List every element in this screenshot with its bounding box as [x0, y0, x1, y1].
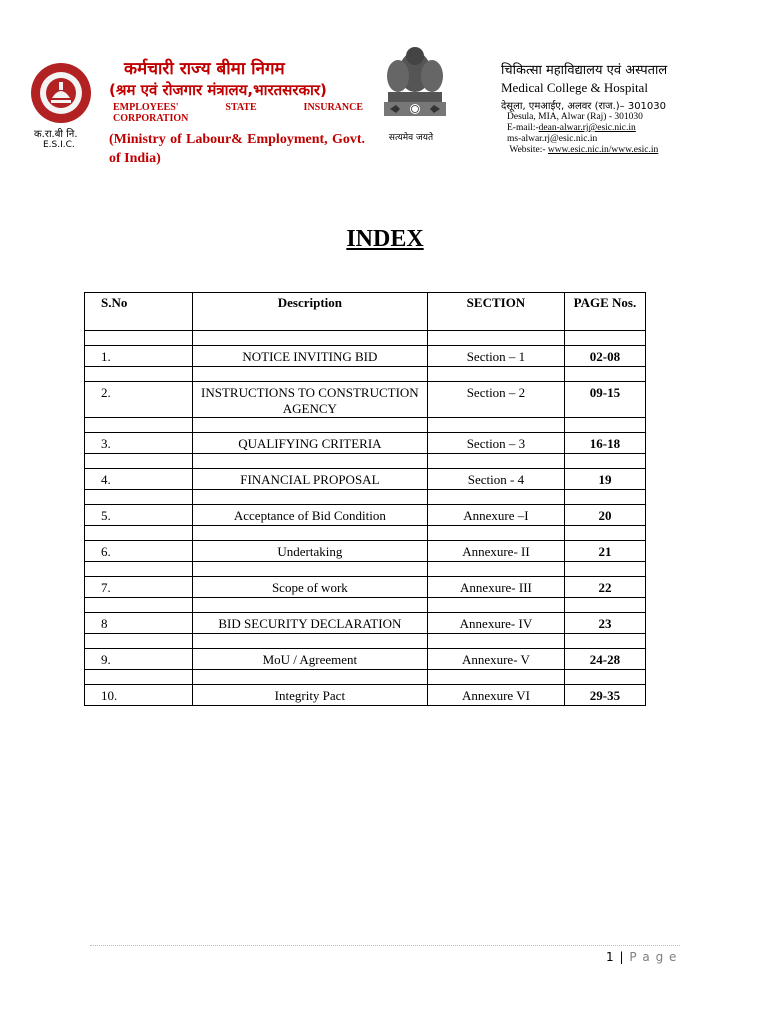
org-name-english: [113, 102, 363, 124]
page-word: P a g e: [629, 950, 678, 964]
spacer-cell: [427, 562, 564, 577]
cell-description: INSTRUCTIONS TO CONSTRUCTION AGENCY: [192, 382, 427, 418]
cell-description: Acceptance of Bid Condition: [192, 505, 427, 526]
org-word: INSURANCE: [303, 102, 363, 113]
table-row: [85, 505, 646, 526]
org-name-hindi: कर्मचारी राज्य बीमा निगम: [124, 59, 285, 79]
cell-page: 16-18: [564, 433, 645, 454]
ministry-hindi: (श्रम एवं रोजगार मंत्रालय,भारतसरकार): [109, 81, 327, 99]
spacer-cell: [192, 418, 427, 433]
spacer-cell: [564, 562, 645, 577]
page-title: INDEX: [346, 226, 424, 252]
cell-sno: 7.: [85, 577, 193, 598]
email-label: E-mail:-: [507, 123, 539, 133]
page-footer: [606, 950, 677, 964]
table-row: [85, 433, 646, 454]
cell-sno: 4.: [85, 469, 193, 490]
spacer-cell: [192, 331, 427, 346]
cell-description: MoU / Agreement: [192, 649, 427, 670]
index-table: [84, 292, 646, 706]
spacer-cell: [85, 598, 193, 613]
table-spacer-row: [85, 526, 646, 541]
spacer-cell: [564, 490, 645, 505]
cell-sno: 1.: [85, 346, 193, 367]
table-row: [85, 346, 646, 367]
spacer-cell: [564, 418, 645, 433]
spacer-cell: [85, 634, 193, 649]
spacer-cell: [192, 367, 427, 382]
spacer-cell: [564, 454, 645, 469]
cell-description: Scope of work: [192, 577, 427, 598]
table-row: [85, 649, 646, 670]
spacer-cell: [427, 367, 564, 382]
hospital-name-english: Medical College & Hospital: [501, 80, 648, 95]
spacer-cell: [564, 331, 645, 346]
spacer-cell: [427, 526, 564, 541]
cell-description: Undertaking: [192, 541, 427, 562]
spacer-cell: [427, 490, 564, 505]
address-hindi: देसूला, एमआईए, अलवर (राज.)– 301030: [501, 101, 667, 112]
org-word: CORPORATION: [113, 113, 189, 124]
table-spacer-row: [85, 490, 646, 505]
cell-section: Annexure –I: [427, 505, 564, 526]
cell-section: Section – 1: [427, 346, 564, 367]
header-description: Description: [192, 293, 427, 331]
cell-section: Annexure- II: [427, 541, 564, 562]
spacer-cell: [427, 331, 564, 346]
cell-sno: 9.: [85, 649, 193, 670]
spacer-cell: [192, 526, 427, 541]
spacer-cell: [192, 670, 427, 685]
website-label: Website:-: [509, 145, 548, 155]
national-emblem-icon: [372, 42, 458, 136]
spacer-cell: [192, 634, 427, 649]
cell-description: FINANCIAL PROPOSAL: [192, 469, 427, 490]
table-spacer-row: [85, 367, 646, 382]
table-spacer-row: [85, 454, 646, 469]
table-spacer-row: [85, 562, 646, 577]
footer-divider: [90, 945, 680, 946]
cell-sno: 2.: [85, 382, 193, 418]
spacer-cell: [85, 490, 193, 505]
cell-page: 09-15: [564, 382, 645, 418]
spacer-cell: [564, 634, 645, 649]
cell-page: 02-08: [564, 346, 645, 367]
ministry-english: (Ministry of Labour& Employment, Govt. of India): [109, 132, 365, 166]
cell-section: Section - 4: [427, 469, 564, 490]
cell-section: Section – 2: [427, 382, 564, 418]
table-header-row: [85, 293, 646, 331]
cell-page: 22: [564, 577, 645, 598]
spacer-cell: [192, 454, 427, 469]
cell-sno: 3.: [85, 433, 193, 454]
spacer-cell: [192, 490, 427, 505]
emblem-motto: सत्यमेव जयते: [388, 133, 434, 143]
spacer-cell: [192, 562, 427, 577]
email-line: [507, 123, 667, 134]
logo-caption-english: E.S.I.C.: [43, 140, 75, 150]
cell-description: NOTICE INVITING BID: [192, 346, 427, 367]
spacer-cell: [427, 634, 564, 649]
hospital-name-hindi: चिकित्सा महाविद्यालय एवं अस्पताल: [501, 63, 668, 78]
spacer-cell: [427, 454, 564, 469]
email-secondary: ms-alwar.rj@esic.nic.in: [507, 134, 598, 144]
spacer-cell: [85, 526, 193, 541]
table-spacer-row: [85, 331, 646, 346]
org-word: STATE: [225, 102, 257, 113]
cell-section: Annexure VI: [427, 685, 564, 706]
esic-logo-icon: [30, 62, 92, 124]
header-page: PAGE Nos.: [564, 293, 645, 331]
header-section: SECTION: [427, 293, 564, 331]
spacer-cell: [564, 526, 645, 541]
cell-page: 23: [564, 613, 645, 634]
table-row: [85, 541, 646, 562]
spacer-cell: [192, 598, 427, 613]
table-spacer-row: [85, 598, 646, 613]
table-spacer-row: [85, 670, 646, 685]
spacer-cell: [564, 670, 645, 685]
table-row: [85, 685, 646, 706]
cell-section: Annexure- III: [427, 577, 564, 598]
table-spacer-row: [85, 418, 646, 433]
cell-section: Annexure- V: [427, 649, 564, 670]
cell-sno: 5.: [85, 505, 193, 526]
cell-sno: 10.: [85, 685, 193, 706]
email-link[interactable]: dean-alwar.rj@esic.nic.in: [538, 123, 636, 133]
cell-page: 29-35: [564, 685, 645, 706]
cell-page: 20: [564, 505, 645, 526]
spacer-cell: [564, 367, 645, 382]
org-word: EMPLOYEES': [113, 102, 179, 113]
cell-page: 19: [564, 469, 645, 490]
spacer-cell: [85, 331, 193, 346]
table-row: [85, 469, 646, 490]
cell-description: BID SECURITY DECLARATION: [192, 613, 427, 634]
cell-sno: 6.: [85, 541, 193, 562]
cell-sno: 8: [85, 613, 193, 634]
address-english: Desula, MIA, Alwar (Raj) - 301030: [507, 112, 643, 122]
hospital-contact-block: [501, 60, 667, 156]
cell-description: QUALIFYING CRITERIA: [192, 433, 427, 454]
page-number: 1: [606, 950, 615, 964]
cell-page: 21: [564, 541, 645, 562]
logo-caption-hindi: क.रा.बी नि.: [34, 129, 78, 140]
website-line: [507, 145, 667, 156]
spacer-cell: [427, 670, 564, 685]
spacer-cell: [85, 454, 193, 469]
cell-page: 24-28: [564, 649, 645, 670]
table-row: [85, 613, 646, 634]
spacer-cell: [427, 598, 564, 613]
spacer-cell: [85, 562, 193, 577]
spacer-cell: [85, 418, 193, 433]
table-spacer-row: [85, 634, 646, 649]
website-link[interactable]: www.esic.nic.in/www.esic.in: [547, 145, 659, 155]
spacer-cell: [85, 367, 193, 382]
cell-description: Integrity Pact: [192, 685, 427, 706]
cell-section: Section – 3: [427, 433, 564, 454]
page-separator: |: [619, 950, 625, 964]
cell-section: Annexure- IV: [427, 613, 564, 634]
spacer-cell: [427, 418, 564, 433]
spacer-cell: [564, 598, 645, 613]
table-row: [85, 577, 646, 598]
spacer-cell: [85, 670, 193, 685]
table-row: [85, 382, 646, 418]
header-sno: S.No: [85, 293, 193, 331]
